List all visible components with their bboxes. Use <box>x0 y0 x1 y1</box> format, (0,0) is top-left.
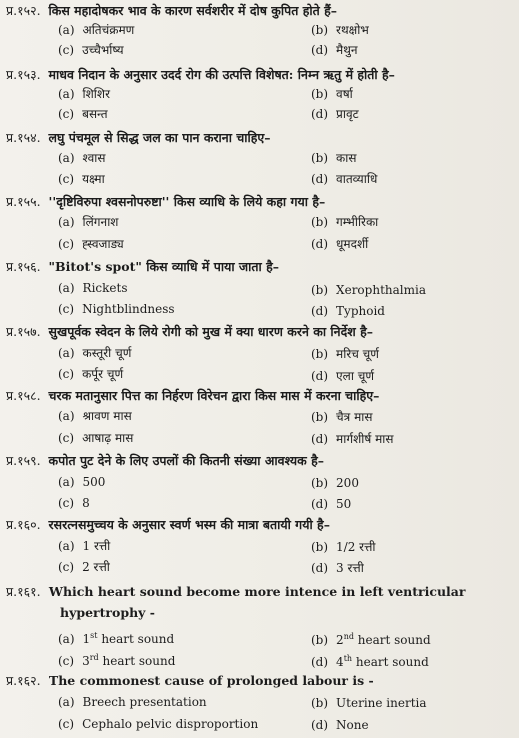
option-b: (b) चैत्र मास <box>311 410 373 424</box>
question-text: ''दृष्टिविरुपा श्वसनोपरुष्टा'' किस व्याधि के लिये कहा गया है– <box>48 194 326 209</box>
option-a: (a) श्वास <box>58 151 106 165</box>
option-b: (b) 2nd heart sound <box>311 632 431 647</box>
option-b: (b) वर्षा <box>311 87 353 101</box>
question-number: प्र.१६१. <box>6 584 41 599</box>
option-a: (a) Rickets <box>58 281 128 295</box>
option-d: (d) 4th heart sound <box>311 654 429 669</box>
option-d: (d) 3 रत्ती <box>311 561 364 575</box>
question-text: चरक मतानुसार पित्त का निर्हरण विरेचन द्वारा किस मास में करना चाहिए– <box>48 388 380 403</box>
question-number: प्र.१५२. <box>6 3 41 18</box>
question-156 <box>6 259 514 275</box>
option-c: (c) आषाढ़ मास <box>58 431 134 445</box>
question-157 <box>6 324 514 340</box>
option-c: (c) Cephalo pelvic disproportion <box>58 717 259 731</box>
option-b: (b) मरिच चूर्ण <box>311 347 379 361</box>
option-c: (c) 8 <box>58 496 90 510</box>
question-160 <box>6 517 514 533</box>
option-b: (b) कास <box>311 151 357 165</box>
question-152 <box>6 3 514 19</box>
question-161 <box>6 584 514 600</box>
option-c: (c) ह्स्वजाड्य <box>58 237 124 251</box>
question-text: माधव निदान के अनुसार उदर्द रोग की उत्पत्ति विशेषत: निम्न ऋतु में होती है– <box>48 67 395 82</box>
option-b: (b) Uterine inertia <box>311 696 427 710</box>
option-a: (a) 1 रत्ती <box>58 539 111 553</box>
question-text: Which heart sound become more intence in left ventricular <box>48 584 466 599</box>
question-number: प्र.१५७. <box>6 324 41 339</box>
question-text: सुखपूर्वक स्वेदन के लिये रोगी को मुख में क्या धारण करने का निर्देश है– <box>48 324 373 339</box>
option-d: (d) एला चूर्ण <box>311 369 375 383</box>
option-a: (a) Breech presentation <box>58 695 207 709</box>
option-c: (c) Nightblindness <box>58 302 175 316</box>
option-c: (c) 3rd heart sound <box>58 653 176 668</box>
question-text: "Bitot's spot" किस व्याधि में पाया जाता है– <box>48 259 280 274</box>
option-d: (d) वातव्याधि <box>311 172 378 186</box>
option-d: (d) धूमदर्शी <box>311 237 369 251</box>
question-text: कपोत पुट देने के लिए उपलों की कितनी संख्या आवश्यक है– <box>48 453 324 468</box>
question-number: प्र.१५५. <box>6 194 41 209</box>
question-text: लघु पंचमूल से सिद्ध जल का पान कराना चाहिए– <box>48 130 271 145</box>
question-number: प्र.१५९. <box>6 453 41 468</box>
option-a: (a) अतिचंक्रमण <box>58 23 135 37</box>
option-d: (d) मार्गशीर्ष मास <box>311 432 394 446</box>
option-c: (c) यक्ष्मा <box>58 172 105 186</box>
option-d: (d) मैथुन <box>311 43 358 57</box>
option-b: (b) रथक्षोभ <box>311 23 369 37</box>
option-a: (a) 1st heart sound <box>58 631 175 646</box>
question-153 <box>6 67 514 83</box>
question-number: प्र.१५६. <box>6 259 41 274</box>
option-b: (b) Xerophthalmia <box>311 283 426 297</box>
option-a: (a) लिंगनाश <box>58 215 119 229</box>
option-a: (a) श्रावण मास <box>58 409 132 423</box>
question-number: प्र.१६२. <box>6 673 41 688</box>
option-c: (c) कर्पूर चूर्ण <box>58 367 124 381</box>
option-d: (d) प्रावृट <box>311 107 359 121</box>
question-number: प्र.१५४. <box>6 130 41 145</box>
option-b: (b) गम्भीरिका <box>311 215 379 229</box>
question-number: प्र.१६०. <box>6 517 41 532</box>
question-number: प्र.१५३. <box>6 67 41 82</box>
question-number: प्र.१५८. <box>6 388 41 403</box>
question-154 <box>6 130 514 146</box>
question-text: The commonest cause of prolonged labour is - <box>48 673 374 688</box>
option-d: (d) Typhoid <box>311 304 385 318</box>
question-155 <box>6 194 514 210</box>
option-a: (a) 500 <box>58 475 106 489</box>
option-b: (b) 1/2 रत्ती <box>311 540 376 554</box>
question-162 <box>6 673 514 689</box>
question-text: किस महादोषकर भाव के कारण सर्वशरीर में दोष कुपित होते हैं– <box>48 3 337 18</box>
option-c: (c) 2 रत्ती <box>58 560 110 574</box>
option-d: (d) 50 <box>311 497 352 511</box>
question-text: रसरत्नसमुच्चय के अनुसार स्वर्ण भस्म की मात्रा बतायी गयी है– <box>48 517 330 532</box>
option-c: (c) उच्चैर्भाष्य <box>58 43 124 57</box>
option-a: (a) कस्तूरी चूर्ण <box>58 346 132 360</box>
option-a: (a) शिशिर <box>58 87 110 101</box>
option-c: (c) बसन्त <box>58 107 108 121</box>
option-b: (b) 200 <box>311 476 359 490</box>
option-d: (d) None <box>311 718 369 732</box>
question-text-continued: hypertrophy - <box>60 605 155 620</box>
question-159 <box>6 453 514 469</box>
question-158 <box>6 388 514 404</box>
